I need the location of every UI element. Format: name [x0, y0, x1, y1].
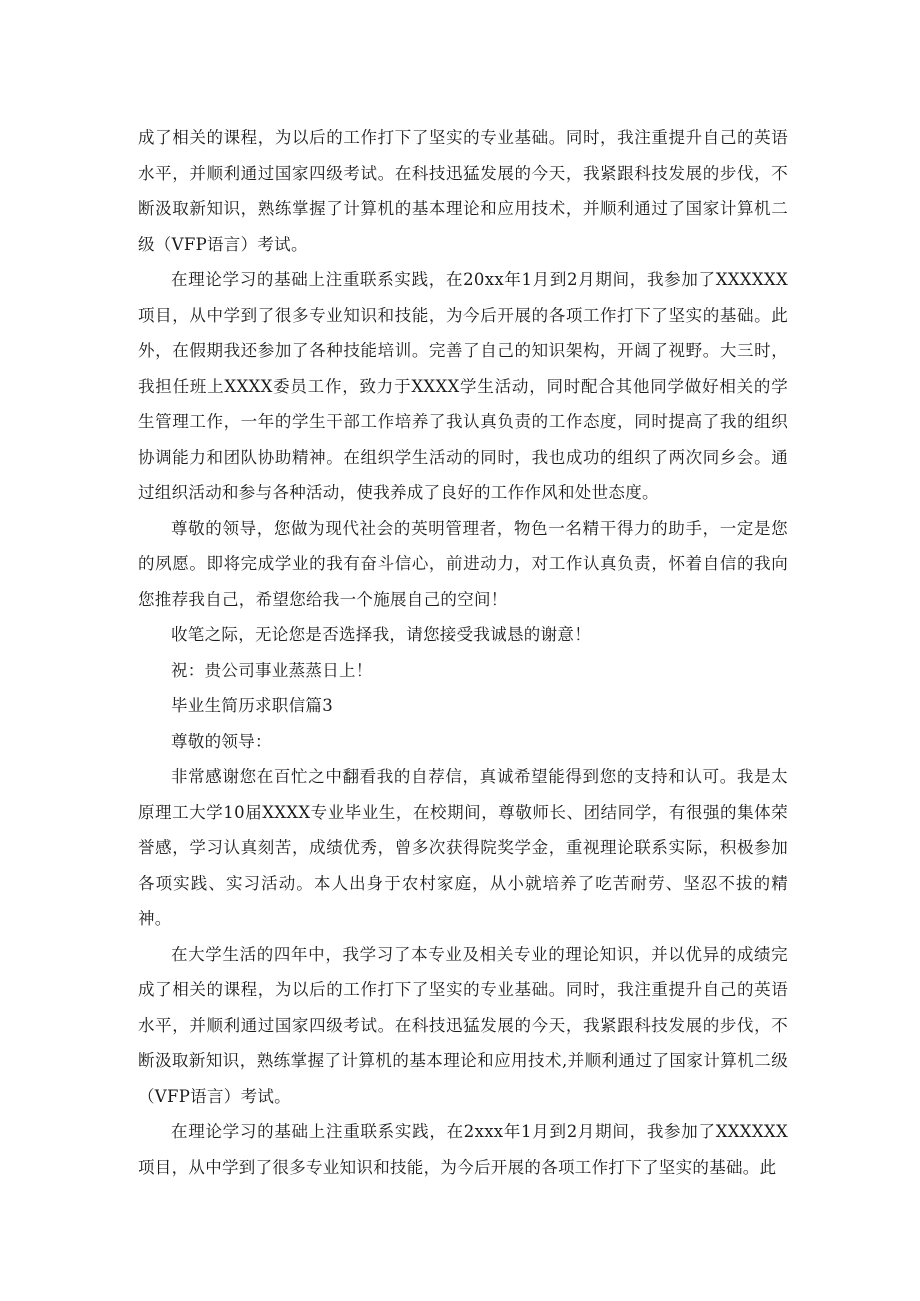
paragraph-10: 在理论学习的基础上注重联系实践，在2xxx年1月到2月期间，我参加了XXXXXX项目，从中学到了很多专业知识和技能，为今后开展的各项工作打下了坚实的基础。此	[138, 1122, 788, 1177]
document-body	[138, 120, 788, 1185]
paragraph-8: 非常感谢您在百忙之中翻看我的自荐信，真诚希望能得到您的支持和认可。我是太原理工大学10届XXXX专业毕业生，在校期间，尊敬师长、团结同学，有很强的集体荣誉感，学习认真刻苦，成绩优秀，曾多次获得院奖学金，重视理论联系实际，积极参加各项实践、实习活动。本人出身于农村家庭，从小就培养了吃苦耐劳、坚忍不拔的精神。	[138, 767, 788, 928]
paragraph-3: 尊敬的领导，您做为现代社会的英明管理者，物色一名精干得力的助手，一定是您的夙愿。即将完成学业的我有奋斗信心，前进动力，对工作认真负责，怀着自信的我向您推荐我自己，希望您给我一个施展自己的空间！	[138, 518, 788, 609]
paragraph-9: 在大学生活的四年中，我学习了本专业及相关专业的理论知识，并以优异的成绩完成了相关的课程，为以后的工作打下了坚实的专业基础。同时，我注重提升自己的英语水平，并顺利通过国家四级考试。在科技迅猛发展的今天，我紧跟科技发展的步伐，不断汲取新知识，熟练掌握了计算机的基本理论和应用技术,并顺利通过了国家计算机二级（VFP语言）考试。	[138, 944, 788, 1106]
paragraph-4: 收笔之际，无论您是否选择我，请您接受我诚恳的谢意！	[171, 625, 591, 644]
paragraph-2: 在理论学习的基础上注重联系实践，在20xx年1月到2月期间，我参加了XXXXXX项目，从中学到了很多专业知识和技能，为今后开展的各项工作打下了坚实的基础。此外，在假期我还参加了各种技能培训。完善了自己的知识架构，开阔了视野。大三时，我担任班上XXXX委员工作，致力于XXXX学生活动，同时配合其他同学做好相关的学生管理工作，一年的学生干部工作培养了我认真负责的工作态度，同时提高了我的组织协调能力和团队协助精神。在组织学生活动的同时，我也成功的组织了两次同乡会。通过组织活动和参与各种活动，使我养成了良好的工作作风和处世态度。	[138, 270, 788, 502]
section-heading: 毕业生简历求职信篇3	[171, 696, 333, 715]
paragraph-1: 成了相关的课程，为以后的工作打下了坚实的专业基础。同时，我注重提升自己的英语水平，并顺利通过国家四级考试。在科技迅猛发展的今天，我紧跟科技发展的步伐，不断汲取新知识，熟练掌握了计算机的基本理论和应用技术，并顺利通过了国家计算机二级（VFP语言）考试。	[138, 128, 788, 254]
paragraph-5: 祝：贵公司事业蒸蒸日上！	[171, 660, 373, 680]
salutation: 尊敬的领导：	[171, 731, 272, 751]
